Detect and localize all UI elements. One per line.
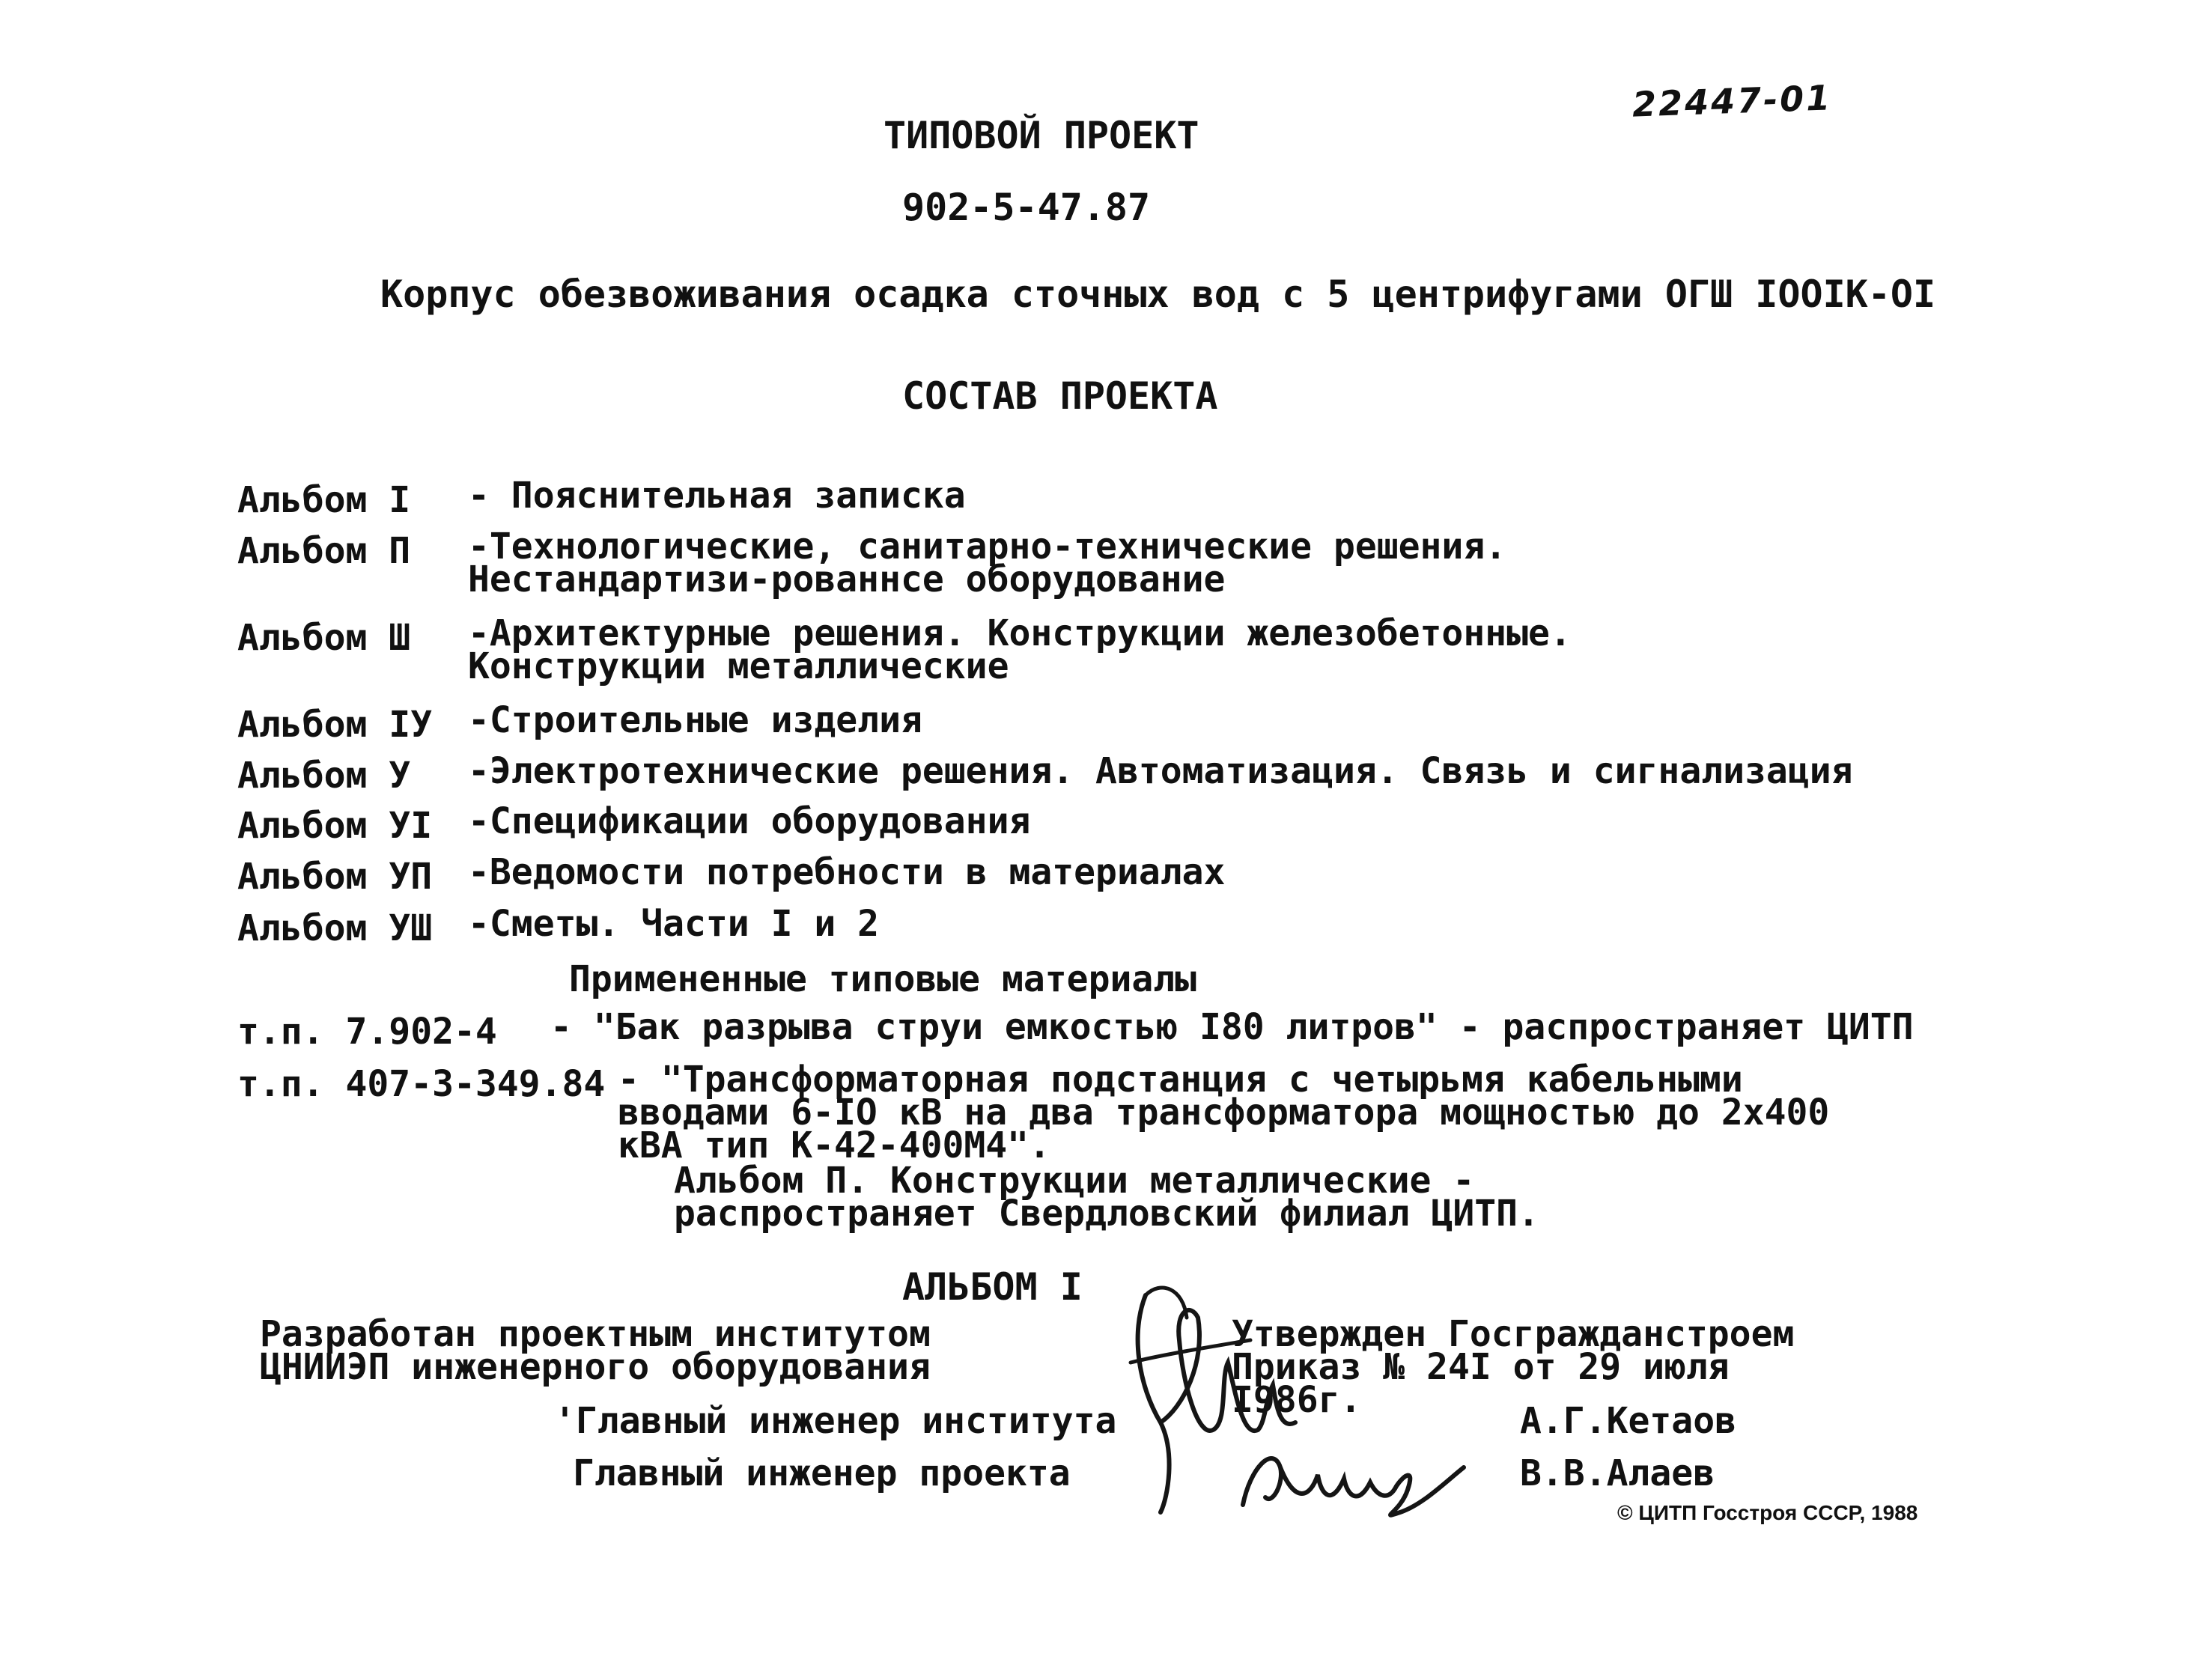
album-description: -Архитектурные решения. Конструкции железобетонные. Конструкции металлические	[468, 612, 1572, 687]
signature-chief-project	[1228, 1422, 1475, 1527]
album-description: -Строительные изделия	[468, 699, 922, 741]
album-label: Альбом УШ	[237, 907, 433, 949]
developer-text: Разработан проектным институтом ЦНИИЭП инженерного оборудования	[260, 1313, 931, 1388]
album-label: Альбом УI	[237, 805, 433, 847]
applied-code: т.п. 407-3-349.84	[237, 1063, 606, 1105]
document-number: 22447-01	[1631, 77, 1834, 125]
album-label: Альбом Ш	[237, 617, 411, 659]
album-label: Альбом У	[237, 755, 411, 797]
album-description: - Пояснительная записка	[468, 475, 966, 517]
approval-text: Утвержден Госгражданстроем Приказ № 24I от 29 июля I986г.	[1232, 1313, 1795, 1421]
chief-project-name: В.В.Алаев	[1520, 1452, 1715, 1494]
applied-note: Альбом П. Конструкции металлические - распространяет Свердловский филиал ЦИТП.	[674, 1160, 1539, 1235]
section-title: СОСТАВ ПРОЕКТА	[902, 374, 1218, 418]
project-code: 902-5-47.87	[902, 186, 1151, 229]
album-description: -Ведомости потребности в материалах	[468, 851, 1226, 893]
album-description: -Электротехнические решения. Автоматизация. Связь и сигнализация	[468, 750, 1853, 792]
album-label: Альбом IУ	[237, 704, 433, 746]
applied-description: - "Трансформаторная подстанция с четырьмя кабельными вводами 6-IO кВ на два трансформатора мощностью до 2х400 кВА тип К-42-400М4".	[618, 1059, 1830, 1166]
album-description: -Технологические, санитарно-технические решения. Нестандартизи-рованнсе оборудование	[468, 526, 1507, 600]
album-description: -Сметы. Части I и 2	[468, 903, 880, 945]
applied-description: - "Бак разрыва струи емкостью I80 литров" - распространяет ЦИТП	[550, 1006, 1914, 1048]
album-label: Альбом УП	[237, 856, 433, 898]
album-heading: АЛЬБОМ I	[902, 1265, 1083, 1309]
album-label: Альбом П	[237, 530, 411, 572]
applied-code: т.п. 7.902-4	[237, 1011, 497, 1053]
copyright-notice: © ЦИТП Госстроя СССР, 1988	[1617, 1501, 1918, 1524]
album-description: -Спецификации оборудования	[468, 800, 1031, 842]
chief-institute-label: 'Главный инженер института	[554, 1400, 1117, 1442]
project-subject: Корпус обезвоживания осадка сточных вод с 5 центрифугами ОГШ IOOIK-OI	[380, 273, 1936, 316]
chief-institute-name: А.Г.Кетаов	[1520, 1400, 1736, 1442]
page-title: ТИПОВОЙ ПРОЕКТ	[884, 114, 1199, 157]
album-label: Альбом I	[237, 479, 411, 521]
chief-project-label: Главный инженер проекта	[573, 1452, 1071, 1494]
applied-materials-heading: Примененные типовые материалы	[569, 958, 1197, 1000]
